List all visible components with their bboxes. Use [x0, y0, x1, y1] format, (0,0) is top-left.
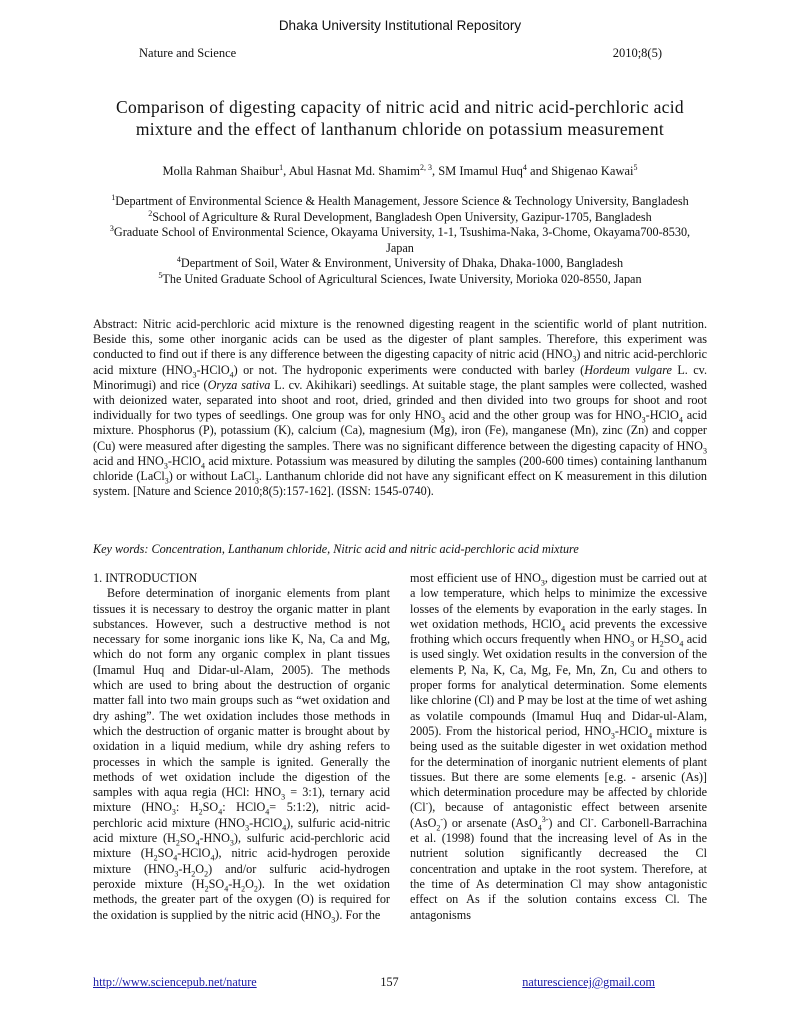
author-3: SM Imamul Huq: [438, 164, 523, 178]
column-right: [410, 571, 707, 923]
paper-title: [80, 96, 720, 140]
author-1-affil: 1: [279, 162, 284, 172]
author-1: Molla Rahman Shaibur: [162, 164, 280, 178]
title-line-2: mixture and the effect of lanthanum chloride on potassium measurement: [135, 119, 665, 139]
author-list: Molla Rahman Shaibur$^1$, Abul Hasnat Md. Shamim$^{2, 3}$, SM Imamul Huq$^4$ and Shigenao Kawai$^5$: [162, 162, 638, 178]
affiliation-3: $^3$Graduate School of Environmental Science, Okayama University, 1-1, Tsushima-Naka, 3-Chome, Okayama700-8530, Japan: [109, 223, 691, 255]
section-heading: 1. INTRODUCTION: [93, 571, 198, 585]
author-2-affil: 2, 3: [419, 162, 432, 172]
page-number: 157: [380, 975, 399, 989]
affiliation-1: $^1$Department of Environmental Science & Health Management, Jessore Science & Technology University, Bangladesh: [111, 192, 689, 208]
journal-email-link[interactable]: naturesciencej@gmail.com: [522, 975, 655, 989]
running-header: [139, 46, 662, 61]
journal-url-link[interactable]: http://www.sciencepub.net/nature: [93, 975, 257, 989]
repository-banner: Dhaka University Institutional Repository: [278, 18, 522, 33]
title-line-1: Comparison of digesting capacity of nitric acid and nitric acid-perchloric acid: [116, 97, 684, 117]
journal-name: Nature and Science: [139, 46, 237, 60]
affiliation-2: $^2$School of Agriculture & Rural Development, Bangladesh Open University, Gazipur-1705, Bangladesh: [148, 208, 652, 224]
author-4-affil: 5: [633, 162, 638, 172]
author-2: Abul Hasnat Md. Shamim: [288, 164, 420, 178]
keywords: Key words: Concentration, Lanthanum chloride, Nitric acid and nitric acid-perchloric acid mixture: [93, 542, 579, 556]
intro-paragraph-continued: most efficient use of $HNO_3$, digestion must be carried out at a low temperature, which helps to minimize the excessive losses of the elements by evaporation in the early stages. In wet oxidation methods, HClO$_4$ acid prevents the excessive frothing which occurs frequently when $HNO_3$ or $H_2SO_4$ acid is used singly. Wet oxidation results in the conversion of the elements P, Na, K, Ca, Mg, Fe, Mn, Zn, Cu and others to proper forms for analytical determination. Some elements like chlorine (Cl) and P may be lost at the time of wet ashing as volatile compounds (Imamul Huq and Didar-ul-Alam, 2005). From the historical period, $HNO_3-HClO_4$ mixture is being used as the suitable digester in wet oxidation method for the determination of inorganic nutrient elements of plant tissues. But there are some elements [e.g. - arsenic (As)] which determination procedure may be affected by chloride (Cl-), because of antagonistic effect between arsenite (AsO$_2$-) or arsenate (AsO$_4^{3-}$) and Cl-. Carbonell-Barrachina et al. (1998) found that the increasing level of As in the nutrient solution significantly decreased the Cl concentration and uptake in the root system. Therefore, at the time of As determination Cl may show antagonistic effect on As if the solution contains excess Cl. The antagonisms: [410, 571, 708, 922]
intro-paragraph-1: Before determination of inorganic elements from plant tissues it is necessary to destroy the organic matter in plant substances. However, such a destructive method is not necessary for some inorganic ions like K, Na, Ca and Mg, which do not form any organic complex in plant tissues (Imamul Huq and Didar-ul-Alam, 2005). The methods which are used to bring about the destruction of organic matter fall into two main groups such as “wet oxidation and dry ashing”. The wet oxidation includes those methods in which the destruction of organic matter is brought about by oxidation in a liquid medium, while dry ashing refers to processes in which the sample is ignited. Generally the methods of wet oxidation include the digestion of the samples with aqua regia (HCl: $HNO_3$ = 3:1), ternary acid mixture ($HNO_3$: $H_2SO_4$: HClO$_4$= 5:1:2), nitric acid-perchloric acid mixture $(HNO_3-HClO_4)$, sulfuric acid-nitric acid mixture $(H_2SO_4-HNO_3)$, sulfuric acid-perchloric acid mixture $(H_2SO_4-HClO_4)$, nitric acid-hydrogen peroxide mixture $(HNO_3-H_2O_2)$ and/or sulfuric acid-hydrogen peroxide mixture $(H_2SO_4-H_2O_2)$. In the wet oxidation methods, the greater part of the oxygen (O) is required for the oxidation is supplied by the nitric acid $(HNO_3)$. For the: [93, 586, 391, 924]
affiliation-4: $^4$Department of Soil, Water & Environment, University of Dhaka, Dhaka-1000, Bangladesh: [176, 254, 624, 270]
column-left: [93, 571, 390, 923]
page-footer: [93, 975, 655, 990]
author-4: Shigenao Kawai: [551, 164, 634, 178]
abstract: Abstract: Nitric acid-perchloric acid mixture is the renowned digesting reagent in the scientific world of plant nutrition. Beside this, some other inorganic acids can be used as the digester of plant samples. Therefore, this experiment was conducted to find out if there is any difference between the digesting capacity of nitric acid $(HNO_3)$ and nitric acid-perchloric acid mixture $(HNO_3-HClO_4)$ or not. The hydroponic experiments were conducted with barley (Hordeum vulgare L. cv. Minorimugi) and rice (Oryza sativa L. cv. Akihikari) seedlings. At suitable stage, the plant samples were collected, washed with deionized water, separated into shoot and root, dried, grinded and then divided into two groups for shoot and root individually for two types of seedlings. One group was for only $HNO_3$ acid and the other group was for $HNO_3-HClO_4$ acid mixture. Phosphorus (P), potassium (K), calcium (Ca), magnesium (Mg), iron (Fe), manganese (Mn), zinc (Zn) and copper (Cu) were measured after digesting the samples. There was no significant difference between the digesting capacity of $HNO_3$ acid and $HNO_3-HClO_4$ acid mixture. Potassium was measured by diluting the samples (200-600 times) containing lanthanum chloride (LaCl$_3$) or without LaCl$_3$. Lanthanum chloride did not have any significant effect on K measurement in this dilution system. [Nature and Science 2010;8(5):157-162]. (ISSN: 1545-0740).: [93, 317, 708, 499]
author-3-affil: 4: [522, 162, 527, 172]
journal-issue: 2010;8(5): [612, 46, 662, 60]
affiliation-5: $^5$The United Graduate School of Agricultural Sciences, Iwate University, Morioka 020-8550, Japan: [158, 270, 642, 286]
affiliations: [100, 194, 700, 287]
